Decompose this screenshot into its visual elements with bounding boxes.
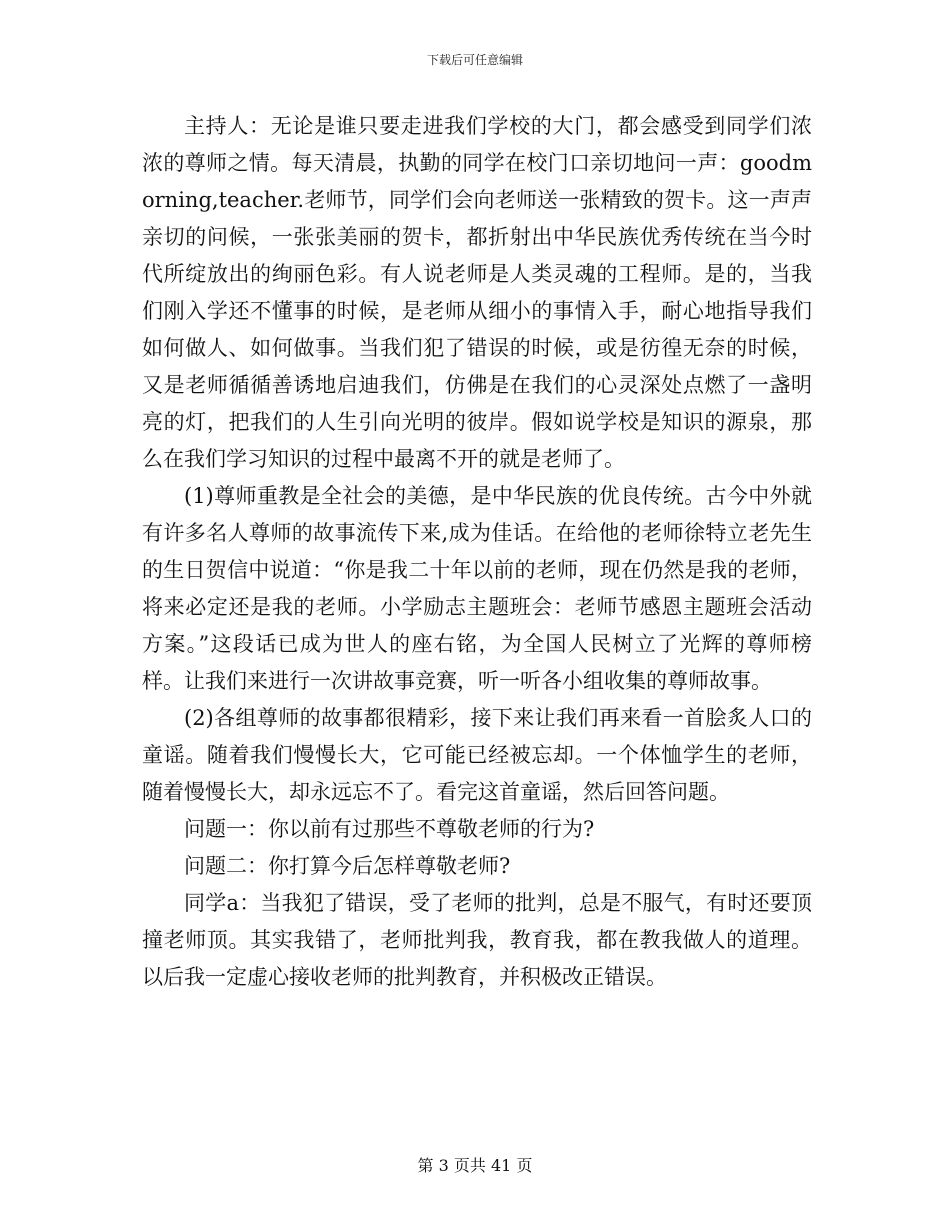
- paragraph-item-1: (1)尊师重教是全社会的美德，是中华民族的优良传统。古今中外就有许多名人尊师的故事流传下来,成为佳话。在给他的老师徐特立老先生的生日贺信中说道：“你是我二十年以前的老师，现在仍然是我的老师，将来必定还是我的老师。小学励志主题班会：老师节感恩主题班会活动方案。”这段话已成为世人的座右铭，为全国人民树立了光辉的尊师榜样。让我们来进行一次讲故事竞赛，听一听各小组收集的尊师故事。: [142, 484, 812, 693]
- page-footer: 第 3 页共 41 页: [417, 1156, 533, 1175]
- page-header: 下载后可任意编辑: [426, 53, 523, 67]
- paragraph-host-intro: 主持人：无论是谁只要走进我们学校的大门，都会感受到同学们浓浓的尊师之情。每天清晨，执勤的同学在校门口亲切地问一声：goodmorning,teacher.老师节，同学们会向老师送一张精致的贺卡。这一声声亲切的问候，一张张美丽的贺卡，都折射出中华民族优秀传统在当今时代所绽放出的绚丽色彩。有人说老师是人类灵魂的工程师。是的，当我们刚入学还不懂事的时候，是老师从细小的事情入手，耐心地指导我们如何做人、如何做事。当我们犯了错误的时候，或是彷徨无奈的时候，又是老师循循善诱地启迪我们，仿佛是在我们的心灵深处点燃了一盏明亮的灯，把我们的人生引向光明的彼岸。假如说学校是知识的源泉，那么在我们学习知识的过程中最离不开的就是老师了。: [142, 114, 812, 471]
- paragraph-item-2: (2)各组尊师的故事都很精彩，接下来让我们再来看一首脍炙人口的童谣。随着我们慢慢长大，它可能已经被忘却。一个体恤学生的老师，随着慢慢长大，却永远忘不了。看完这首童谣，然后回答问题。: [142, 706, 812, 804]
- paragraph-question-1: 问题一：你以前有过那些不尊敬老师的行为?: [184, 817, 595, 841]
- paragraph-student-a: 同学a：当我犯了错误，受了老师的批判，总是不服气，有时还要顶撞老师顶。其实我错了，老师批判我，教育我，都在教我做人的道理。以后我一定虚心接收老师的批判教育，并积极改正错误。: [142, 891, 812, 989]
- document-body: [142, 108, 812, 996]
- paragraph-question-2: 问题二：你打算今后怎样尊敬老师?: [184, 854, 511, 878]
